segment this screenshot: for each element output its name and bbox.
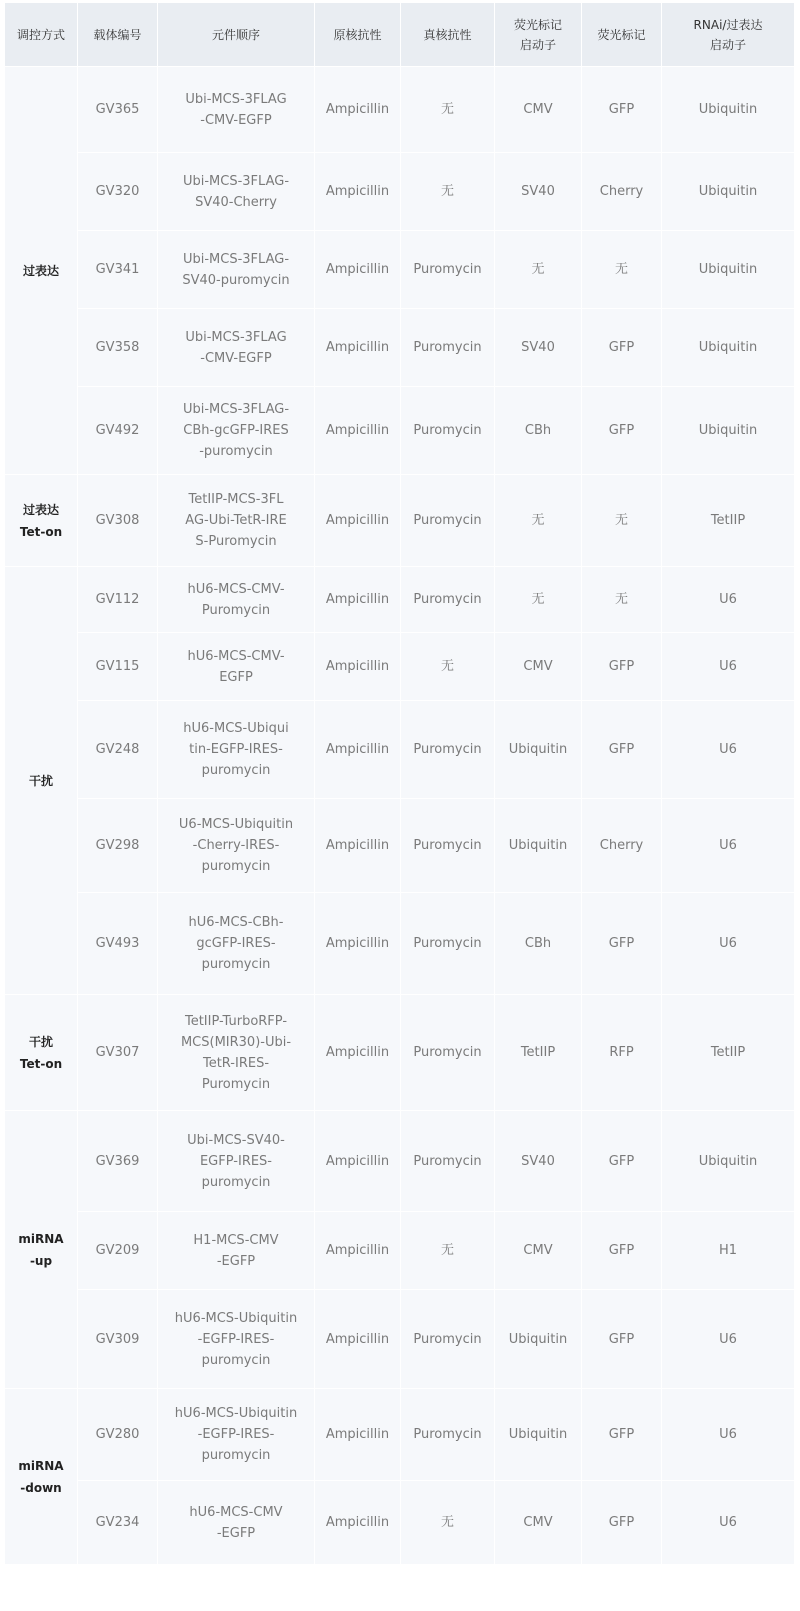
fluor-promoter-cell: TetIIP [495, 995, 582, 1111]
elements-cell: hU6-MCS-CMV- EGFP [158, 633, 315, 701]
prok-resistance-cell: Ampicillin [315, 387, 401, 475]
vector-id-cell: GV307 [78, 995, 158, 1111]
vector-id-cell: GV309 [78, 1290, 158, 1389]
fluor-marker-cell: GFP [582, 893, 662, 995]
prok-resistance-cell: Ampicillin [315, 701, 401, 799]
euk-resistance-cell: 无 [401, 153, 495, 231]
vector-id-cell: GV115 [78, 633, 158, 701]
rnai-promoter-cell: Ubiquitin [662, 231, 795, 309]
rnai-promoter-cell: Ubiquitin [662, 67, 795, 153]
fluor-marker-cell: GFP [582, 1212, 662, 1290]
fluor-promoter-cell: CMV [495, 1212, 582, 1290]
rnai-promoter-cell: U6 [662, 893, 795, 995]
rnai-promoter-cell: U6 [662, 1290, 795, 1389]
euk-resistance-cell: Puromycin [401, 1389, 495, 1481]
prok-resistance-cell: Ampicillin [315, 1481, 401, 1565]
rnai-promoter-cell: Ubiquitin [662, 153, 795, 231]
table-row [5, 567, 795, 633]
table-row [5, 799, 795, 893]
fluor-marker-cell: GFP [582, 1389, 662, 1481]
fluor-marker-cell: GFP [582, 1111, 662, 1212]
vector-id-cell: GV358 [78, 309, 158, 387]
prok-resistance-cell: Ampicillin [315, 1212, 401, 1290]
elements-cell: hU6-MCS-Ubiquitin -EGFP-IRES- puromycin [158, 1290, 315, 1389]
elements-cell: hU6-MCS-Ubiquitin -EGFP-IRES- puromycin [158, 1389, 315, 1481]
mode-cell: 过表达 Tet-on [5, 475, 78, 567]
fluor-promoter-cell: Ubiquitin [495, 1290, 582, 1389]
mode-cell: 过表达 [5, 67, 78, 475]
rnai-promoter-cell: TetIIP [662, 475, 795, 567]
euk-resistance-cell: 无 [401, 633, 495, 701]
prok-resistance-cell: Ampicillin [315, 153, 401, 231]
euk-resistance-cell: Puromycin [401, 893, 495, 995]
prok-resistance-cell: Ampicillin [315, 1389, 401, 1481]
fluor-marker-cell: Cherry [582, 153, 662, 231]
vector-id-cell: GV308 [78, 475, 158, 567]
prok-resistance-cell: Ampicillin [315, 633, 401, 701]
vector-id-cell: GV209 [78, 1212, 158, 1290]
prok-resistance-cell: Ampicillin [315, 231, 401, 309]
table-row [5, 633, 795, 701]
elements-cell: TetIIP-TurboRFP- MCS(MIR30)-Ubi- TetR-IRES- Puromycin [158, 995, 315, 1111]
table-row [5, 1389, 795, 1481]
vector-id-cell: GV493 [78, 893, 158, 995]
fluor-promoter-cell: SV40 [495, 153, 582, 231]
rnai-promoter-cell: U6 [662, 1389, 795, 1481]
vector-id-cell: GV492 [78, 387, 158, 475]
elements-cell: Ubi-MCS-SV40- EGFP-IRES- puromycin [158, 1111, 315, 1212]
fluor-marker-cell: GFP [582, 309, 662, 387]
header-fluor-promoter: 荧光标记 启动子 [495, 3, 582, 67]
fluor-promoter-cell: 无 [495, 567, 582, 633]
euk-resistance-cell: Puromycin [401, 995, 495, 1111]
table-row [5, 1481, 795, 1565]
elements-cell: Ubi-MCS-3FLAG -CMV-EGFP [158, 67, 315, 153]
elements-cell: hU6-MCS-Ubiqui tin-EGFP-IRES- puromycin [158, 701, 315, 799]
header-vector-id: 载体编号 [78, 3, 158, 67]
header-rnai-promoter: RNAi/过表达 启动子 [662, 3, 795, 67]
vector-id-cell: GV341 [78, 231, 158, 309]
vector-id-cell: GV320 [78, 153, 158, 231]
prok-resistance-cell: Ampicillin [315, 1290, 401, 1389]
mode-cell: 干扰 [5, 567, 78, 995]
table-row [5, 309, 795, 387]
table-row [5, 231, 795, 309]
euk-resistance-cell: Puromycin [401, 475, 495, 567]
vector-id-cell: GV248 [78, 701, 158, 799]
elements-cell: hU6-MCS-CBh- gcGFP-IRES- puromycin [158, 893, 315, 995]
table-row [5, 893, 795, 995]
fluor-promoter-cell: CBh [495, 387, 582, 475]
rnai-promoter-cell: TetIIP [662, 995, 795, 1111]
mode-cell: 干扰 Tet-on [5, 995, 78, 1111]
fluor-marker-cell: Cherry [582, 799, 662, 893]
header-fluor-marker: 荧光标记 [582, 3, 662, 67]
euk-resistance-cell: Puromycin [401, 567, 495, 633]
elements-cell: Ubi-MCS-3FLAG- CBh-gcGFP-IRES -puromycin [158, 387, 315, 475]
rnai-promoter-cell: H1 [662, 1212, 795, 1290]
elements-cell: Ubi-MCS-3FLAG -CMV-EGFP [158, 309, 315, 387]
header-mode: 调控方式 [5, 3, 78, 67]
table-header [5, 3, 795, 67]
prok-resistance-cell: Ampicillin [315, 67, 401, 153]
euk-resistance-cell: Puromycin [401, 231, 495, 309]
header-row [5, 3, 795, 67]
rnai-promoter-cell: Ubiquitin [662, 309, 795, 387]
fluor-promoter-cell: Ubiquitin [495, 701, 582, 799]
elements-cell: U6-MCS-Ubiquitin -Cherry-IRES- puromycin [158, 799, 315, 893]
table-body [5, 67, 795, 1565]
prok-resistance-cell: Ampicillin [315, 893, 401, 995]
elements-cell: H1-MCS-CMV -EGFP [158, 1212, 315, 1290]
rnai-promoter-cell: U6 [662, 567, 795, 633]
euk-resistance-cell: 无 [401, 1212, 495, 1290]
elements-cell: Ubi-MCS-3FLAG- SV40-puromycin [158, 231, 315, 309]
euk-resistance-cell: Puromycin [401, 1290, 495, 1389]
prok-resistance-cell: Ampicillin [315, 799, 401, 893]
euk-resistance-cell: Puromycin [401, 309, 495, 387]
rnai-promoter-cell: U6 [662, 799, 795, 893]
rnai-promoter-cell: U6 [662, 633, 795, 701]
euk-resistance-cell: 无 [401, 67, 495, 153]
fluor-promoter-cell: 无 [495, 231, 582, 309]
fluor-marker-cell: GFP [582, 633, 662, 701]
fluor-marker-cell: GFP [582, 67, 662, 153]
elements-cell: Ubi-MCS-3FLAG- SV40-Cherry [158, 153, 315, 231]
mode-cell: miRNA -up [5, 1111, 78, 1389]
fluor-marker-cell: GFP [582, 387, 662, 475]
fluor-marker-cell: GFP [582, 701, 662, 799]
prok-resistance-cell: Ampicillin [315, 995, 401, 1111]
fluor-marker-cell: 无 [582, 475, 662, 567]
euk-resistance-cell: Puromycin [401, 701, 495, 799]
table-row [5, 67, 795, 153]
prok-resistance-cell: Ampicillin [315, 1111, 401, 1212]
fluor-marker-cell: RFP [582, 995, 662, 1111]
fluor-promoter-cell: Ubiquitin [495, 799, 582, 893]
fluor-marker-cell: GFP [582, 1481, 662, 1565]
euk-resistance-cell: Puromycin [401, 387, 495, 475]
fluor-promoter-cell: CBh [495, 893, 582, 995]
table-row [5, 1111, 795, 1212]
vector-table [4, 2, 795, 1565]
header-prok-resistance: 原核抗性 [315, 3, 401, 67]
euk-resistance-cell: 无 [401, 1481, 495, 1565]
vector-id-cell: GV234 [78, 1481, 158, 1565]
fluor-marker-cell: 无 [582, 567, 662, 633]
fluor-marker-cell: 无 [582, 231, 662, 309]
fluor-promoter-cell: SV40 [495, 309, 582, 387]
header-euk-resistance: 真核抗性 [401, 3, 495, 67]
fluor-promoter-cell: 无 [495, 475, 582, 567]
vector-id-cell: GV365 [78, 67, 158, 153]
fluor-promoter-cell: CMV [495, 1481, 582, 1565]
table-row [5, 475, 795, 567]
elements-cell: TetIIP-MCS-3FL AG-Ubi-TetR-IRE S-Puromycin [158, 475, 315, 567]
elements-cell: hU6-MCS-CMV -EGFP [158, 1481, 315, 1565]
euk-resistance-cell: Puromycin [401, 1111, 495, 1212]
table-row [5, 995, 795, 1111]
mode-cell: miRNA -down [5, 1389, 78, 1565]
euk-resistance-cell: Puromycin [401, 799, 495, 893]
vector-id-cell: GV369 [78, 1111, 158, 1212]
fluor-promoter-cell: CMV [495, 67, 582, 153]
table-row [5, 1212, 795, 1290]
prok-resistance-cell: Ampicillin [315, 309, 401, 387]
fluor-promoter-cell: SV40 [495, 1111, 582, 1212]
vector-id-cell: GV112 [78, 567, 158, 633]
table-row [5, 387, 795, 475]
table-row [5, 1290, 795, 1389]
fluor-promoter-cell: CMV [495, 633, 582, 701]
fluor-promoter-cell: Ubiquitin [495, 1389, 582, 1481]
rnai-promoter-cell: U6 [662, 701, 795, 799]
rnai-promoter-cell: U6 [662, 1481, 795, 1565]
vector-id-cell: GV280 [78, 1389, 158, 1481]
prok-resistance-cell: Ampicillin [315, 475, 401, 567]
table-row [5, 153, 795, 231]
rnai-promoter-cell: Ubiquitin [662, 1111, 795, 1212]
rnai-promoter-cell: Ubiquitin [662, 387, 795, 475]
fluor-marker-cell: GFP [582, 1290, 662, 1389]
table-row [5, 701, 795, 799]
header-elements: 元件顺序 [158, 3, 315, 67]
prok-resistance-cell: Ampicillin [315, 567, 401, 633]
vector-id-cell: GV298 [78, 799, 158, 893]
elements-cell: hU6-MCS-CMV- Puromycin [158, 567, 315, 633]
